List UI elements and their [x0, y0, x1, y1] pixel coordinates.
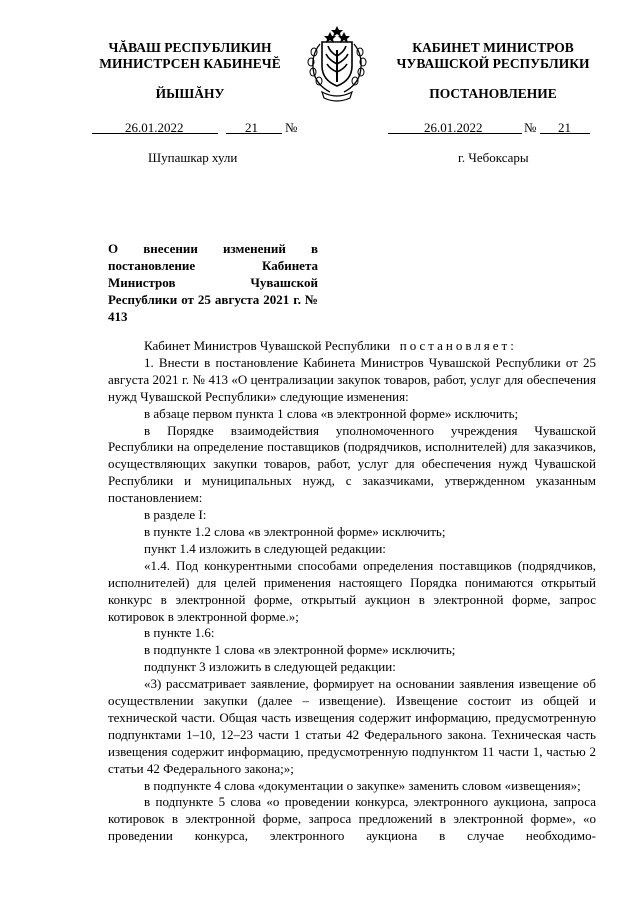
- header-right-doc-type: ПОСТАНОВЛЕНИЕ: [429, 86, 557, 101]
- body-paragraph: «3) рассматривает заявление, формирует на основании заявления извещение об осуществлении закупки (далее – извещение). Извещение состоит из общей и технической части. Общая часть извещения содержит информацию, предусмотренную подпунктами 1–10, 12–23 части 1 статьи 42 Федерального закона. Техническая часть извещения содержит информацию, предусмотренную подпунктом 11 части 1, частью 2 статьи 42 Федерального закона;»;: [108, 676, 596, 776]
- body-paragraph: в разделе I:: [144, 507, 207, 523]
- document-body: [108, 338, 596, 845]
- body-paragraph: подпункт 3 изложить в следующей редакции:: [144, 659, 396, 675]
- chuvash-coat-of-arms-icon: [300, 22, 374, 102]
- body-intro: Кабинет Министров Чувашской Республики постановляет:: [144, 338, 517, 353]
- body-paragraph: в подпункте 1 слова «в электронной форме» исключить;: [144, 642, 456, 658]
- header-left-line1: ЧĂВАШ РЕСПУБЛИКИН: [108, 40, 272, 55]
- date-right: 26.01.2022: [424, 120, 483, 135]
- header-right-org: [378, 40, 608, 72]
- document-title: О внесении изменений в постановление Кабинета Министров Чувашской Республики от 25 августа 2021 г. № 413: [108, 241, 318, 324]
- number-sign-right: №: [524, 120, 537, 135]
- header-left-org: [80, 40, 300, 72]
- body-paragraph: в Порядке взаимодействия уполномоченного учреждения Чувашской Республики на определение поставщиков (подрядчиков, исполнителей) для заказчиков, осуществляющих закупки товаров, работ, услуг для обеспечения нужд Чувашской Республики и муниципальных нужд, с заказчиками, утвержденном указанным постановлением:: [108, 422, 596, 506]
- number-left: 21: [245, 120, 258, 135]
- body-paragraph: в пункте 1.6:: [144, 625, 215, 641]
- body-paragraph: в абзаце первом пункта 1 слова «в электронной форме» исключить;: [144, 405, 519, 421]
- city-left: Шупашкар хули: [148, 150, 238, 165]
- header-left-line2: МИНИСТРСЕН КАБИНЕЧĔ: [99, 56, 281, 71]
- body-paragraph: 1. Внести в постановление Кабинета Министров Чувашской Республики от 25 августа 2021 г. № 413 «О централизации закупок товаров, работ, услуг для обеспечения нужд Чувашской Республики» следующие изменения:: [108, 354, 596, 404]
- number-right: 21: [558, 120, 571, 135]
- body-paragraph: в подпункте 4 слова «документации о закупке» заменить словом «извещения»;: [144, 777, 581, 793]
- header-right-line2: ЧУВАШСКОЙ РЕСПУБЛИКИ: [396, 56, 590, 71]
- header-right-line1: КАБИНЕТ МИНИСТРОВ: [412, 40, 574, 55]
- city-right: г. Чебоксары: [458, 150, 529, 165]
- date-left: 26.01.2022: [125, 120, 184, 135]
- body-paragraph: пункт 1.4 изложить в следующей редакции:: [144, 540, 386, 556]
- number-sign-left: №: [285, 120, 298, 135]
- header-left-doc-type: ЙЫШĂНУ: [155, 86, 225, 101]
- body-paragraph: «1.4. Под конкурентными способами определения поставщиков (подрядчиков, исполнителей) для целей применения настоящего Порядка понимаются открытый конкурс в электронной форме, открытый аукцион в электронной форме, запрос котировок в электронной форме.»;: [108, 557, 596, 624]
- body-paragraph: в подпункте 5 слова «о проведении конкурса, электронного аукциона, запроса котировок в электронной форме, запроса предложений в электронной форме», «о проведении конкурса, электронного аукциона в случае необходимо-: [108, 794, 596, 844]
- body-paragraph: в пункте 1.2 слова «в электронной форме» исключить;: [144, 523, 446, 539]
